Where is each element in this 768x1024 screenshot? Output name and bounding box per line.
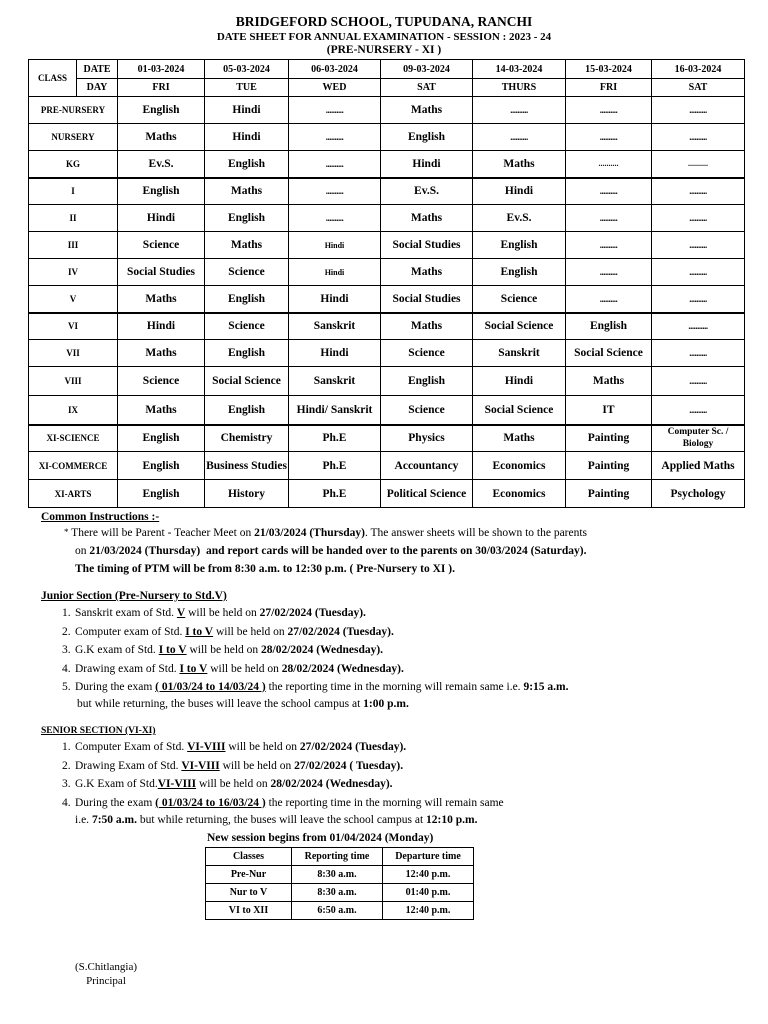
subject-cell: .......... (652, 97, 745, 124)
subject-cell: Accountancy (381, 452, 473, 480)
class-label: PRE-NURSERY (29, 97, 118, 124)
subject-cell: Ev.S. (118, 151, 205, 178)
column-header: Departure time (383, 848, 474, 866)
day-cell: SAT (381, 79, 473, 97)
day-row (29, 79, 745, 97)
subject-cell: Science (473, 286, 566, 313)
subject-cell: Maths (118, 340, 205, 367)
subject-cell: Science (118, 367, 205, 396)
subject-cell: Hindi (289, 232, 381, 259)
instruction-item: 1. Sanskrit exam of Std. V will be held on 27/02/2024 (Tuesday). (62, 607, 366, 619)
subject-cell: .......... (566, 151, 652, 178)
subject-cell: Maths (473, 425, 566, 452)
class-label: KG (29, 151, 118, 178)
date-cell: 14-03-2024 (473, 60, 566, 79)
day-cell: TUE (205, 79, 289, 97)
instruction-item: 4. Drawing exam of Std. I to V will be held on 28/02/2024 (Wednesday). (62, 662, 404, 675)
subject-cell: Maths (473, 151, 566, 178)
subject-cell: .......... (289, 205, 381, 232)
column-header: Reporting time (292, 848, 383, 866)
subject-cell: .......... (652, 396, 745, 425)
table-row (29, 367, 745, 396)
junior-instructions (62, 604, 568, 697)
subject-cell: .......... (473, 97, 566, 124)
subject-cell: Computer Sc. / Biology (652, 425, 745, 452)
subject-cell: English (118, 97, 205, 124)
junior-section-title: Junior Section (Pre-Nursery to Std.V) (41, 590, 227, 602)
day-cell: FRI (118, 79, 205, 97)
subject-cell: Social Science (205, 367, 289, 396)
subject-cell: Maths (118, 124, 205, 151)
subject-cell: Science (381, 396, 473, 425)
subject-cell: .......... (566, 205, 652, 232)
subject-cell: Science (118, 232, 205, 259)
date-row (29, 60, 745, 79)
subject-cell: Painting (566, 480, 652, 508)
subject-cell: .......... (566, 232, 652, 259)
subject-cell: Economics (473, 452, 566, 480)
subject-cell: Maths (118, 396, 205, 425)
instruction-item: 3. G.K exam of Std. I to V will be held on 28/02/2024 (Wednesday). (62, 644, 384, 656)
subject-cell: Maths (205, 178, 289, 205)
subject-cell: Maths (566, 367, 652, 396)
table-row: Pre-Nur 8:30 a.m. 12:40 p.m. (206, 866, 474, 884)
table-row (29, 286, 745, 313)
subject-cell: Social Science (473, 396, 566, 425)
subject-cell: .......... (566, 178, 652, 205)
senior-bus-time: i.e. 7:50 a.m. but while returning, the buses will leave the school campus at 12:10 p.m. (75, 814, 478, 826)
table-row (29, 480, 745, 508)
date-cell: 06-03-2024 (289, 60, 381, 79)
subject-cell: Social Science (473, 313, 566, 340)
class-label: IV (29, 259, 118, 286)
subject-cell: English (118, 178, 205, 205)
table-row (29, 425, 745, 452)
table-row (29, 97, 745, 124)
subject-cell: .......... (289, 124, 381, 151)
instruction-item: 3. G.K Exam of Std.VI-VIII will be held on 28/02/2024 (Wednesday). (62, 778, 393, 790)
subject-cell: .......... (566, 124, 652, 151)
day-cell: WED (289, 79, 381, 97)
date-label: DATE (77, 60, 118, 79)
column-header: Classes (206, 848, 292, 866)
class-label: VII (29, 340, 118, 367)
date-cell: 15-03-2024 (566, 60, 652, 79)
class-label: XI-SCIENCE (29, 425, 118, 452)
subject-cell: English (118, 452, 205, 480)
subject-cell: Hindi (118, 205, 205, 232)
subject-cell: ........... (652, 313, 745, 340)
date-cell: 01-03-2024 (118, 60, 205, 79)
subject-cell: Maths (381, 97, 473, 124)
class-label: VIII (29, 367, 118, 396)
subject-cell: .......... (566, 286, 652, 313)
subject-cell: Psychology (652, 480, 745, 508)
subject-cell: Sanskrit (473, 340, 566, 367)
table-row (29, 259, 745, 286)
subject-cell: .......... (289, 178, 381, 205)
subject-cell: Ph.E (289, 425, 381, 452)
subject-cell: Ev.S. (381, 178, 473, 205)
subject-cell: English (118, 425, 205, 452)
junior-bus-time: but while returning, the buses will leave the school campus at 1:00 p.m. (77, 698, 409, 710)
senior-section-title: SENIOR SECTION (VI-XI) (41, 726, 156, 736)
table-row (29, 232, 745, 259)
senior-instructions (62, 738, 504, 812)
principal-name: (S.Chitlangia) (75, 961, 138, 973)
subject-cell: Economics (473, 480, 566, 508)
subject-cell: English (205, 286, 289, 313)
subject-cell: .......... (652, 124, 745, 151)
subject-cell: Sanskrit (289, 313, 381, 340)
subject-cell: Business Studies (205, 452, 289, 480)
school-name: BRIDGEFORD SCHOOL, TUPUDANA, RANCHI (235, 14, 533, 29)
subject-cell: English (118, 480, 205, 508)
subject-cell: Hindi (289, 340, 381, 367)
table-row (29, 124, 745, 151)
class-label: II (29, 205, 118, 232)
subject-cell: .......... (473, 124, 566, 151)
instruction-item: 4. During the exam ( 01/03/24 to 16/03/24 ) the reporting time in the morning will remain same (62, 796, 504, 809)
subject-cell: Sanskrit (289, 367, 381, 396)
subject-cell: Science (381, 340, 473, 367)
subject-cell: .......... (652, 232, 745, 259)
subject-cell: English (566, 313, 652, 340)
class-header: CLASS (29, 60, 77, 97)
subject-cell: English (205, 340, 289, 367)
subject-cell: English (381, 367, 473, 396)
class-label: XI-ARTS (29, 480, 118, 508)
subject-cell: .......... (652, 340, 745, 367)
instruction-item: 1. Computer Exam of Std. VI-VIII will be held on 27/02/2024 (Tuesday). (62, 741, 407, 753)
table-row (29, 452, 745, 480)
subject-cell: Ph.E (289, 480, 381, 508)
new-session-title: New session begins from 01/04/2024 (Monday) (207, 832, 434, 844)
subject-cell: Hindi/ Sanskrit (289, 396, 381, 425)
subject-cell: Hindi (289, 286, 381, 313)
subject-cell: .......... (289, 97, 381, 124)
subject-cell: Maths (381, 313, 473, 340)
principal-signature (75, 960, 137, 988)
instruction-item: 2. Drawing Exam of Std. VI-VIII will be held on 27/02/2024 ( Tuesday). (62, 759, 404, 772)
subject-cell: Maths (118, 286, 205, 313)
subject-cell: Physics (381, 425, 473, 452)
new-session-table (205, 847, 474, 920)
table-row: VI to XII 6:50 a.m. 12:40 p.m. (206, 902, 474, 920)
new-session-header (206, 848, 474, 866)
bullet-icon: * (64, 527, 69, 537)
subject-cell: .......... (652, 367, 745, 396)
day-label: DAY (77, 79, 118, 97)
subject-cell: Maths (381, 259, 473, 286)
subject-cell: Social Science (566, 340, 652, 367)
class-label: XI-COMMERCE (29, 452, 118, 480)
ptm-line-2: on 21/03/2024 (Thursday) and report cards will be handed over to the parents on 30/03/2024 (Saturday). (75, 545, 587, 557)
subject-cell: IT (566, 396, 652, 425)
subject-cell: Maths (381, 205, 473, 232)
subject-cell: Hindi (205, 97, 289, 124)
subject-cell: History (205, 480, 289, 508)
instruction-item: 5. During the exam ( 01/03/24 to 14/03/24 ) the reporting time in the morning will remain same i.e. 9:15 a.m. (62, 681, 569, 693)
table-row: Nur to V 8:30 a.m. 01:40 p.m. (206, 884, 474, 902)
subject-cell: English (381, 124, 473, 151)
table-row (29, 151, 745, 178)
class-label: VI (29, 313, 118, 340)
subject-cell: Hindi (118, 313, 205, 340)
table-row (29, 178, 745, 205)
subject-cell: Social Studies (118, 259, 205, 286)
subject-cell: Social Studies (381, 232, 473, 259)
subject-cell: English (473, 232, 566, 259)
table-row (29, 205, 745, 232)
subject-cell: .......... (566, 259, 652, 286)
ptm-line-1: * There will be Parent - Teacher Meet on 21/03/2024 (Thursday). The answer sheets will be shown to the parents (64, 527, 588, 539)
subject-cell: .......... (652, 259, 745, 286)
date-sheet-table (28, 59, 745, 508)
date-cell: 05-03-2024 (205, 60, 289, 79)
day-cell: SAT (652, 79, 745, 97)
principal-title: Principal (86, 975, 126, 987)
table-row (29, 396, 745, 425)
table-row (29, 313, 745, 340)
subject-cell: Hindi (473, 367, 566, 396)
subject-cell: English (473, 259, 566, 286)
date-cell: 16-03-2024 (652, 60, 745, 79)
subject-cell: Hindi (473, 178, 566, 205)
subject-cell: Ev.S. (473, 205, 566, 232)
subject-cell: .......... (652, 178, 745, 205)
day-cell: THURS (473, 79, 566, 97)
class-label: NURSERY (29, 124, 118, 151)
subject-cell: English (205, 151, 289, 178)
subject-cell: Painting (566, 425, 652, 452)
subject-cell: Ph.E (289, 452, 381, 480)
subject-cell: .......... (289, 151, 381, 178)
day-cell: FRI (566, 79, 652, 97)
datesheet-subtitle: DATE SHEET FOR ANNUAL EXAMINATION - SESSION : 2023 - 24 (216, 31, 552, 43)
class-label: I (29, 178, 118, 205)
subject-cell: Social Studies (381, 286, 473, 313)
instruction-item: 2. Computer exam of Std. I to V will be held on 27/02/2024 (Tuesday). (62, 625, 394, 638)
subject-cell: .......... (566, 97, 652, 124)
subject-cell: English (205, 205, 289, 232)
subject-cell: Political Science (381, 480, 473, 508)
subject-cell: Maths (205, 232, 289, 259)
class-range: (PRE-NURSERY - XI ) (326, 44, 442, 56)
subject-cell: English (205, 396, 289, 425)
subject-cell: Chemistry (205, 425, 289, 452)
subject-cell: Painting (566, 452, 652, 480)
subject-cell: Applied Maths (652, 452, 745, 480)
subject-cell: Hindi (381, 151, 473, 178)
class-label: III (29, 232, 118, 259)
table-row (29, 340, 745, 367)
date-cell: 09-03-2024 (381, 60, 473, 79)
common-instructions-heading: Common Instructions :- (41, 511, 160, 523)
subject-cell: Hindi (205, 124, 289, 151)
subject-cell: .......... (652, 286, 745, 313)
subject-cell: Hindi (289, 259, 381, 286)
subject-cell: Science (205, 313, 289, 340)
subject-cell: Science (205, 259, 289, 286)
class-label: V (29, 286, 118, 313)
subject-cell: .......... (652, 151, 745, 178)
class-label: IX (29, 396, 118, 425)
subject-cell: .......... (652, 205, 745, 232)
ptm-timing: The timing of PTM will be from 8:30 a.m. to 12:30 p.m. ( Pre-Nursery to XI ). (75, 563, 455, 575)
